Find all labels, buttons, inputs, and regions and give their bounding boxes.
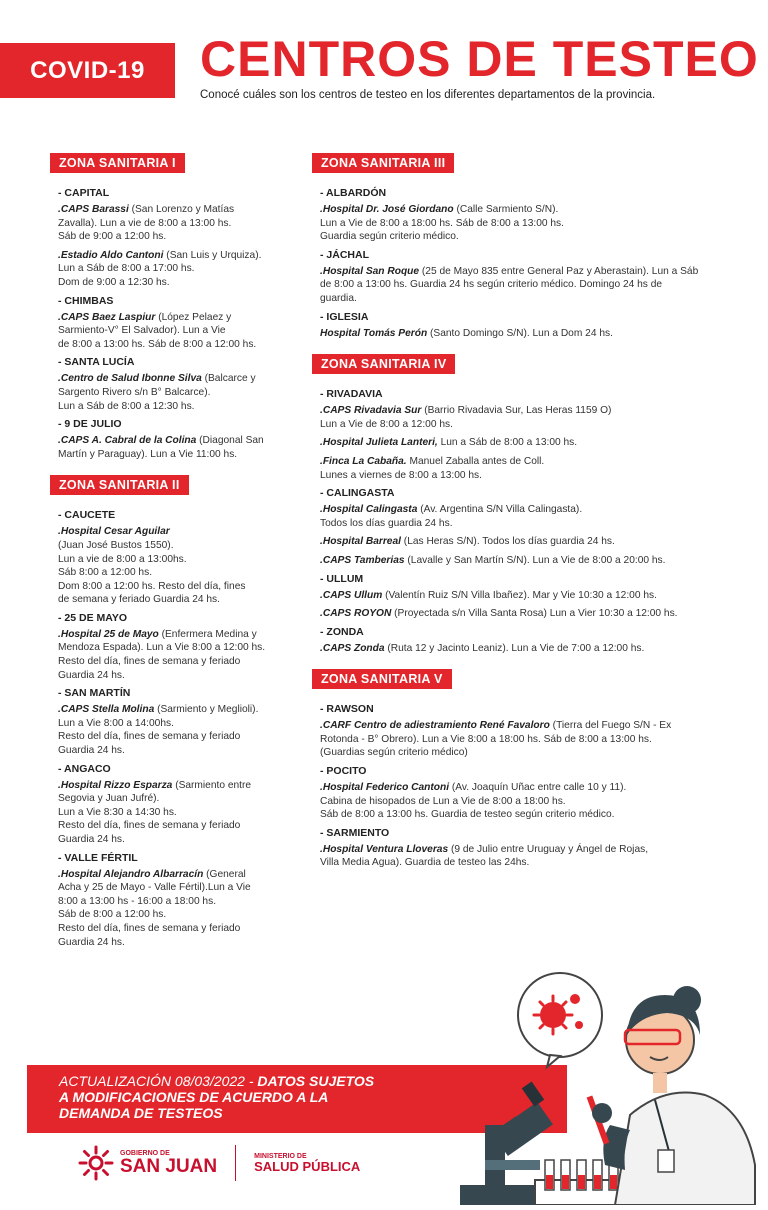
center-detail: Guardia 24 hs. xyxy=(58,936,125,948)
center-detail: Manuel Zaballa antes de Coll. xyxy=(406,455,545,467)
department-chimbas: - CHIMBAS xyxy=(58,294,114,307)
department-rawson: - RAWSON xyxy=(320,703,374,716)
department-san-martin: - SAN MARTÍN xyxy=(58,687,131,700)
center-name: .CAPS Zonda xyxy=(320,642,385,654)
center-detail: Lun a Sáb de 8:00 a 13:00 hs. xyxy=(437,437,578,449)
center-name: .CAPS Tamberias xyxy=(320,554,405,566)
notice-line-2: A MODIFICACIONES DE ACUERDO A LA xyxy=(59,1089,329,1105)
center-name: .Hospital San Roque xyxy=(320,265,420,277)
center-detail: Resto del día, fines de semana y feriado xyxy=(58,731,241,743)
center-entry xyxy=(58,311,290,352)
center-detail: Zavalla). Lun a vie de 8:00 a 13:00 hs. xyxy=(58,217,232,229)
center-detail: (9 de Julio entre Uruguay y Ángel de Rojas, xyxy=(448,843,649,855)
center-detail: Rotonda - B° Obrero). Lun a Vie 8:00 a 18:00 hs. Sáb de 8:00 a 13:00 hs. xyxy=(320,733,652,745)
center-entry xyxy=(320,203,747,244)
center-detail: (López Pelaez y xyxy=(155,311,232,323)
zone-heading: ZONA SANITARIA III xyxy=(312,153,454,173)
center-entry xyxy=(58,434,290,461)
center-entry xyxy=(320,327,747,341)
center-entry xyxy=(320,843,747,870)
center-detail: (Santo Domingo S/N). Lun a Dom 24 hs. xyxy=(427,327,613,339)
center-name: .CAPS ROYON xyxy=(320,608,392,620)
virus-bubble xyxy=(518,973,602,1067)
center-entry xyxy=(320,554,747,568)
center-detail: guardia. xyxy=(320,292,357,304)
zone-zona-sanitaria-i xyxy=(50,153,290,461)
zone-zona-sanitaria-iii xyxy=(312,153,747,340)
department-iglesia: - IGLESIA xyxy=(320,310,369,323)
center-detail: de 8:00 a 13:00 hs. Guardia 24 hs según criterio médico. Domingo 24 hs de xyxy=(320,279,663,291)
center-entry xyxy=(320,607,747,621)
center-detail: (San Lorenzo y Matías xyxy=(128,204,235,215)
center-detail: Acha y 25 de Mayo - Valle Fértil).Lun a Vie xyxy=(58,882,251,894)
page-title: CENTROS DE TESTEO xyxy=(200,31,759,87)
center-detail: (Valentín Ruiz S/N Villa Ibañez). Mar y Vie 10:30 a 12:00 hs. xyxy=(382,589,657,601)
department-25-de-mayo: - 25 DE MAYO xyxy=(58,611,128,624)
center-detail: Villa Media Agua). Guardia de testeo las 24hs. xyxy=(320,857,530,869)
center-detail: Lun a Vie 8:00 a 14:00hs. xyxy=(58,717,174,729)
center-detail: de 8:00 a 13:00 hs. Sáb de 8:00 a 12:00 hs. xyxy=(58,338,257,350)
center-detail: Guardia 24 hs. xyxy=(58,745,125,757)
center-detail: Sáb de 8:00 a 13:00 hs. Guardia de testeo según criterio médico. xyxy=(320,809,615,821)
center-detail: Resto del día, fines de semana y feriado xyxy=(58,922,241,934)
center-entry xyxy=(58,372,290,413)
department-calingasta: - CALINGASTA xyxy=(320,487,395,500)
center-detail: (Ruta 12 y Jacinto Leaniz). Lun a Vie de 7:00 a 12:00 hs. xyxy=(384,642,645,654)
center-detail: (Enfermera Medina y xyxy=(158,628,257,640)
center-detail: (Lavalle y San Martín S/N). Lun a Vie de 8:00 a 20:00 hs. xyxy=(404,554,666,566)
center-name: Hospital Tomás Perón xyxy=(320,327,428,339)
notice-line-3: DEMANDA DE TESTEOS xyxy=(59,1105,223,1121)
center-entry xyxy=(58,779,290,847)
center-name: .CAPS Baez Laspiur xyxy=(58,311,156,323)
center-entry xyxy=(320,436,747,450)
center-name: .Hospital Rizzo Esparza xyxy=(58,779,173,791)
center-name: .CARF Centro de adiestramiento René Favaloro xyxy=(320,720,550,732)
zone-heading: ZONA SANITARIA IV xyxy=(312,354,455,374)
department-santa-lucia: - SANTA LUCÍA xyxy=(58,356,135,369)
department-sarmiento: - SARMIENTO xyxy=(320,826,390,839)
center-detail: Guardia 24 hs. xyxy=(58,834,125,845)
department-zonda: - ZONDA xyxy=(320,625,364,638)
zone-heading: ZONA SANITARIA V xyxy=(312,669,452,689)
center-detail: Sarmiento-V° El Salvador). Lun a Vie xyxy=(58,325,226,337)
covid-tag: COVID-19 xyxy=(0,43,175,98)
center-entry xyxy=(320,535,747,549)
sun-icon xyxy=(78,1145,114,1181)
zone-zona-sanitaria-iv xyxy=(312,354,747,655)
center-name: .CAPS Stella Molina xyxy=(58,704,155,716)
center-detail: Resto del día, fines de semana y feriado xyxy=(58,656,241,668)
center-detail: (Guardias según criterio médico) xyxy=(320,747,468,759)
center-detail: (Sarmiento y Meglioli). xyxy=(154,704,259,716)
center-name: .Hospital 25 de Mayo xyxy=(58,628,159,640)
center-entry xyxy=(320,719,747,760)
page-subtitle: Conocé cuáles son los centros de testeo en los diferentes departamentos de la provincia. xyxy=(200,89,656,101)
center-detail: (Las Heras S/N). Todos los días guardia 24 hs. xyxy=(400,536,615,548)
zone-zona-sanitaria-ii xyxy=(50,475,290,949)
center-entry xyxy=(58,868,290,950)
zone-heading: ZONA SANITARIA II xyxy=(50,475,189,495)
center-detail: 8:00 a 13:00 hs - 16:00 a 18:00 hs. xyxy=(58,895,217,907)
gov-label-small: GOBIERNO DE xyxy=(120,1150,170,1157)
center-entry xyxy=(58,703,290,757)
center-name: .Hospital Barreal xyxy=(320,536,401,548)
center-detail: (Sarmiento entre xyxy=(172,779,252,791)
center-entry xyxy=(320,589,747,603)
center-detail: Lun a Vie 8:30 a 14:30 hs. xyxy=(58,806,177,818)
scientist-illustration xyxy=(455,965,760,1205)
center-detail: Sáb 8:00 a 12:00 hs. xyxy=(58,567,153,579)
center-detail: (25 de Mayo 835 entre General Paz y Aberastain). Lun a Sáb xyxy=(419,265,699,277)
center-name: .Centro de Salud Ibonne Silva xyxy=(58,373,202,385)
center-name: .Hospital Calingasta xyxy=(320,504,418,516)
center-detail: Sargento Rivero s/n B° Balcarce). xyxy=(58,386,211,398)
center-entry xyxy=(58,628,290,682)
department-ullum: - ULLUM xyxy=(320,572,364,585)
department-jachal: - JÁCHAL xyxy=(320,248,369,261)
center-detail: (Barrio Rivadavia Sur, Las Heras 1159 O) xyxy=(421,405,612,417)
ministerio-logo xyxy=(254,1153,360,1174)
center-detail: Resto del día, fines de semana y feriado xyxy=(58,820,241,832)
center-entry xyxy=(320,503,747,530)
center-name: .Hospital Federico Cantoni xyxy=(320,782,450,794)
center-entry xyxy=(320,404,747,431)
center-entry xyxy=(320,265,747,306)
center-detail: Segovia y Juan Jufré). xyxy=(58,793,160,805)
department-albardon: - ALBARDÓN xyxy=(320,187,387,199)
center-detail: Lunes a viernes de 8:00 a 13:00 hs. xyxy=(320,469,482,481)
center-detail: (Av. Argentina S/N Villa Calingasta). xyxy=(417,504,583,516)
center-detail: (Calle Sarmiento S/N). xyxy=(453,204,559,215)
center-detail: (Juan José Bustos 1550). xyxy=(58,539,174,551)
department-angaco: - ANGACO xyxy=(58,762,111,775)
center-entry xyxy=(58,249,290,290)
center-detail: (Tierra del Fuego S/N - Ex xyxy=(549,720,672,732)
center-detail: Dom de 9:00 a 12:30 hs. xyxy=(58,276,170,288)
left-column xyxy=(50,153,290,963)
center-entry xyxy=(320,642,747,656)
center-detail: Todos los días guardia 24 hs. xyxy=(320,517,453,529)
center-name: .Estadio Aldo Cantoni xyxy=(58,249,164,261)
center-detail: Lun a vie de 8:00 a 13:00hs. xyxy=(58,553,187,565)
center-name: .CAPS Ullum xyxy=(320,589,383,601)
gov-label-big: SAN JUAN xyxy=(120,1156,218,1177)
center-entry xyxy=(320,455,747,482)
center-detail: (Proyectada s/n Villa Santa Rosa) Lun a Vier 10:30 a 12:00 hs. xyxy=(391,608,678,620)
center-detail: Martín y Paraguay). Lun a Vie 11:00 hs. xyxy=(58,448,238,460)
center-detail: Lun a Sáb de 8:00 a 12:30 hs. xyxy=(58,400,195,412)
center-name: .Hospital Alejandro Albarracín xyxy=(58,868,204,880)
center-detail: Lun a Vie de 8:00 a 18:00 hs. Sáb de 8:00 a 13:00 hs. xyxy=(320,217,564,229)
center-detail: Dom 8:00 a 12:00 hs. Resto del día, fines xyxy=(58,580,246,592)
min-label-big: SALUD PÚBLICA xyxy=(254,1158,361,1174)
center-name: .Hospital Cesar Aguilar xyxy=(58,526,170,538)
center-detail: de semana y feriado Guardia 24 hs. xyxy=(58,594,220,606)
center-entry xyxy=(58,525,290,607)
update-date: ACTUALIZACIÓN 08/03/2022 - xyxy=(59,1073,258,1089)
center-detail: (Av. Joaquín Uñac entre calle 10 y 11). xyxy=(449,782,627,794)
center-detail: Lun a Sáb de 8:00 a 17:00 hs. xyxy=(58,263,195,275)
center-name: .Hospital Ventura Lloveras xyxy=(320,843,449,855)
center-detail: (General xyxy=(203,868,246,880)
center-detail: Sáb de 8:00 a 12:00 hs. xyxy=(58,909,167,921)
right-column xyxy=(312,153,747,884)
center-detail: (Balcarce y xyxy=(201,373,256,385)
center-detail: Mendoza Espada). Lun a Vie 8:00 a 12:00 hs. xyxy=(58,642,266,654)
department-valle-fertil: - VALLE FÉRTIL xyxy=(58,851,138,864)
zone-zona-sanitaria-v xyxy=(312,669,747,870)
center-detail: Lun a Vie de 8:00 a 12:00 hs. xyxy=(320,418,453,430)
center-name: .Hospital Dr. José Giordano xyxy=(320,204,454,215)
center-name: .Hospital Julieta Lanteri, xyxy=(320,437,438,449)
department-pocito: - POCITO xyxy=(320,765,367,778)
department-caucete: - CAUCETE xyxy=(58,509,116,522)
center-name: .CAPS Rivadavia Sur xyxy=(320,405,422,417)
logos xyxy=(78,1143,360,1183)
zone-heading: ZONA SANITARIA I xyxy=(50,153,185,173)
center-name: .CAPS Barassi xyxy=(58,204,129,215)
logo-divider xyxy=(235,1145,236,1181)
department-9-de-julio: - 9 DE JULIO xyxy=(58,418,122,431)
center-detail: Guardia 24 hs. xyxy=(58,669,125,681)
department-capital: - CAPITAL xyxy=(58,187,110,199)
center-detail: (San Luis y Urquiza). xyxy=(163,249,262,261)
center-entry xyxy=(320,781,747,822)
gobierno-san-juan-logo xyxy=(78,1145,217,1181)
center-entry xyxy=(58,203,290,244)
center-detail: Cabina de hisopados de Lun a Vie de 8:00 a 18:00 hs. xyxy=(320,795,566,807)
center-detail: Guardia según criterio médico. xyxy=(320,231,459,243)
min-label-small: MINISTERIO DE xyxy=(254,1152,307,1160)
center-detail: Sáb de 9:00 a 12:00 hs. xyxy=(58,231,167,243)
notice-line-1: DATOS SUJETOS xyxy=(257,1073,375,1089)
center-detail: (Diagonal San xyxy=(196,435,264,447)
center-name: .CAPS A. Cabral de la Colina xyxy=(58,435,197,447)
department-rivadavia: - RIVADAVIA xyxy=(320,388,383,401)
center-name: .Finca La Cabaña. xyxy=(320,455,407,467)
